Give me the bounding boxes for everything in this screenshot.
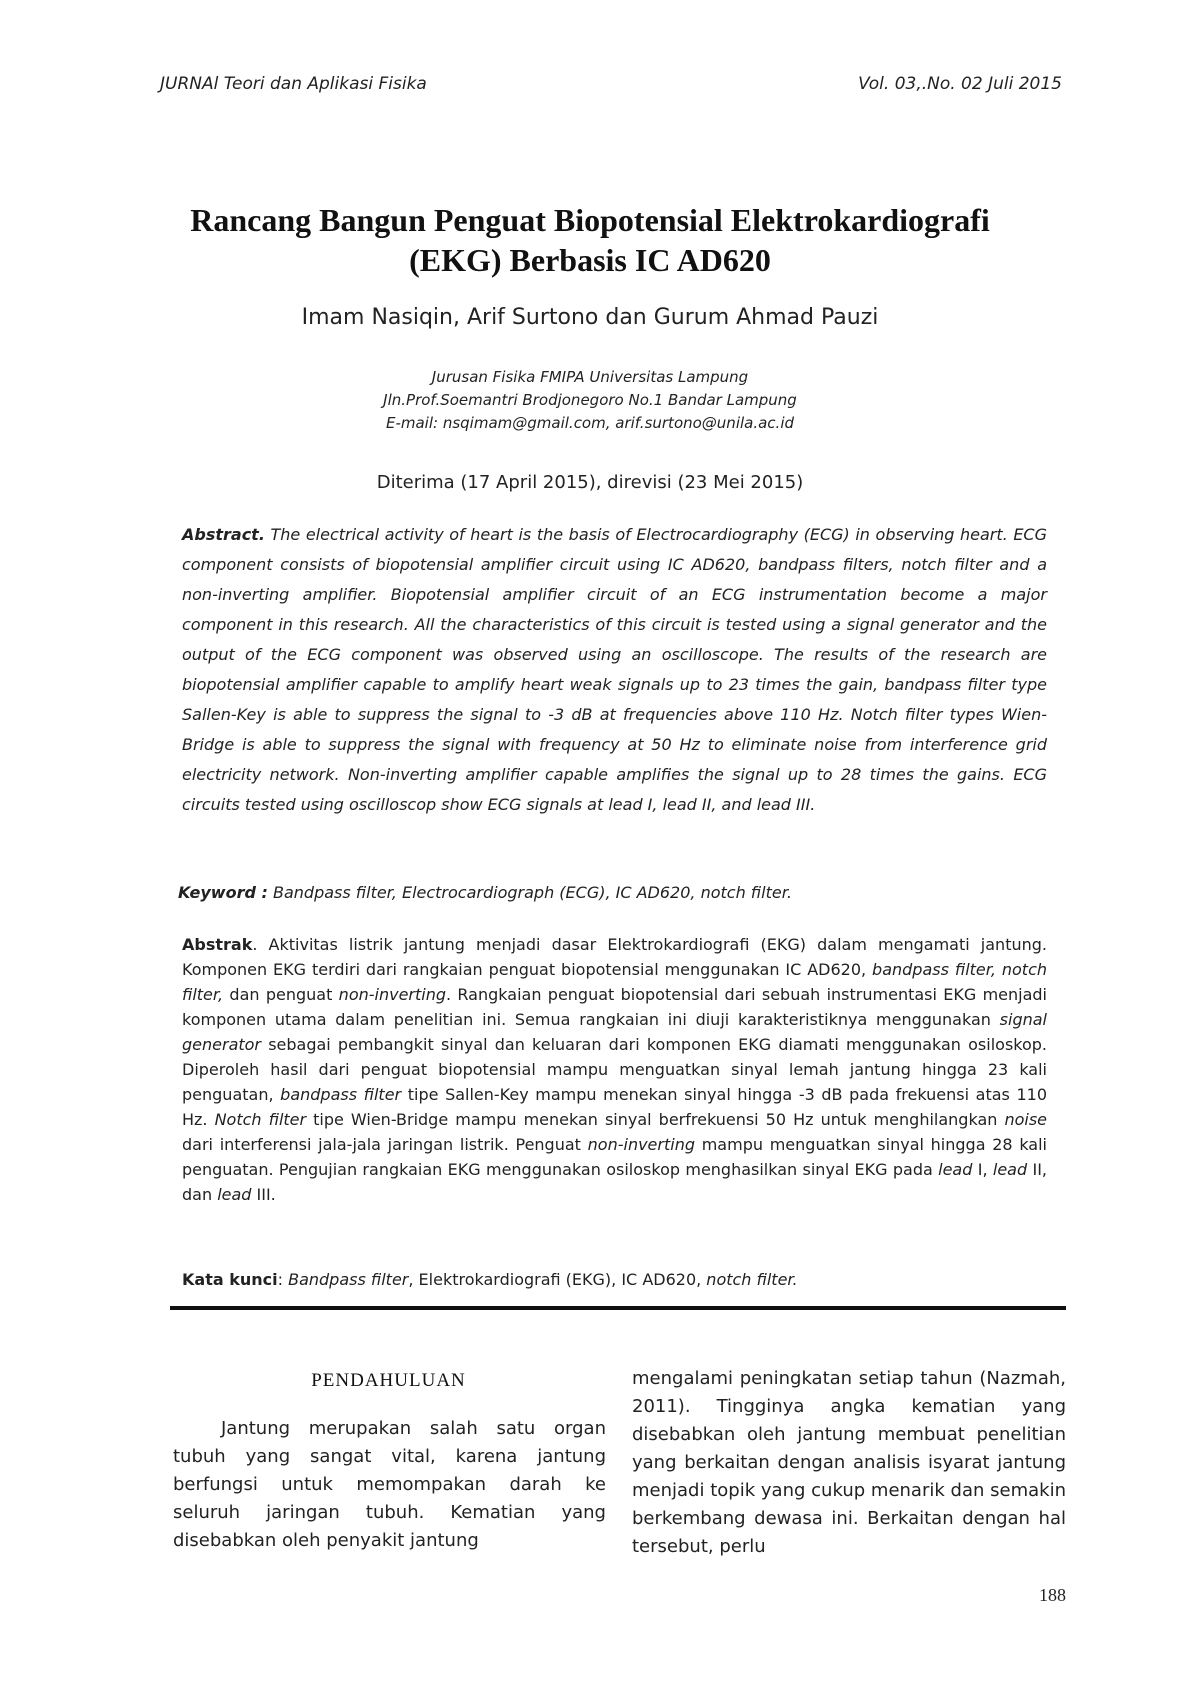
journal-volume: Vol. 03,.No. 02 Juli 2015 <box>858 74 1062 94</box>
received-dates: Diterima (17 April 2015), direvisi (23 Mei 2015) <box>376 472 804 493</box>
abstrak-text: dari interferensi jala-jala jaringan listrik. Penguat <box>182 1135 588 1154</box>
abstrak-text: tipe Wien-Bridge mampu menekan sinyal berfrekuensi 50 Hz untuk menghilangkan <box>306 1110 1005 1129</box>
abstrak-text: dan penguat <box>223 985 339 1004</box>
abstrak-italic-term: Notch filter <box>214 1110 307 1129</box>
abstrak-text: . Rangkaian penguat biopotensial dari sebuah instrumentasi EKG menjadi komponen utama dalam penelitian ini. Semua rangkaian ini diuji karakteristiknya menggunakan <box>182 985 1048 1029</box>
abstract-label: Abstract. <box>182 525 265 544</box>
title-line-2: (EKG) Berbasis IC AD620 <box>409 242 771 278</box>
journal-name: JURNAl Teori dan Aplikasi Fisika <box>160 74 427 94</box>
keyword-text: Bandpass filter, Electrocardiograph (ECG), IC AD620, notch filter. <box>272 883 792 902</box>
affiliation-dept: Jurusan Fisika FMIPA Universitas Lampung <box>431 368 749 386</box>
keyword-label: Keyword : <box>178 883 268 902</box>
kata-kunci-italic: notch filter. <box>706 1270 798 1289</box>
kata-kunci-italic: Bandpass filter <box>288 1270 409 1289</box>
keywords-indonesian <box>182 1270 1047 1289</box>
abstrak-label: Abstrak <box>182 935 253 954</box>
kata-kunci-sep: : <box>277 1270 289 1289</box>
authors: Imam Nasiqin, Arif Surtono dan Gurum Ahmad Pauzi <box>301 305 879 330</box>
abstrak-italic-term: noise <box>1004 1110 1048 1129</box>
abstrak-text: . Aktivitas listrik jantung menjadi dasar Elektrokardiografi (EKG) dalam mengamati jantung. Komponen EKG terdiri dari rangkaian penguat biopotensial menggunakan IC AD620, <box>182 935 1047 979</box>
abstrak-italic-term: non-inverting <box>587 1135 695 1154</box>
abstrak-italic-term: bandpass filter, notch filter, <box>182 960 1048 1004</box>
abstrak-italic-term: lead <box>217 1185 252 1204</box>
keywords-english <box>178 883 1048 902</box>
page-number: 188 <box>1039 1585 1066 1605</box>
abstract-english <box>182 520 1047 820</box>
abstrak-text: II, dan <box>182 1160 1048 1204</box>
abstrak-text: sebagai pembangkit sinyal dan keluaran dari komponen EKG diamati menggunakan osiloskop. Diperoleh hasil dari penguat biopotensial mampu menguatkan sinyal lemah jantung hingga 23 kali penguatan, <box>182 1035 1047 1104</box>
affiliation-email: E-mail: nsqimam@gmail.com, arif.surtono@unila.ac.id <box>385 414 795 432</box>
abstrak-text: I, <box>972 1160 993 1179</box>
kata-kunci-label: Kata kunci <box>182 1270 278 1289</box>
affiliation <box>150 366 1030 435</box>
abstrak-italic-term: bandpass filter <box>280 1085 402 1104</box>
section-heading: PENDAHULUAN <box>311 1370 466 1391</box>
abstrak-text: tipe Sallen-Key mampu menekan sinyal hingga -3 dB pada frekuensi atas 110 Hz. <box>182 1085 1047 1129</box>
abstrak-text: III. <box>251 1185 276 1204</box>
intro-left-column: Jantung merupakan salah satu organ tubuh yang sangat vital, karena jantung berfungsi untuk memompakan darah ke seluruh jaringan tubuh. Kematian yang disebabkan oleh penyakit jantung <box>173 1418 606 1551</box>
title-line-1: Rancang Bangun Penguat Biopotensial Elektrokardiografi <box>190 202 990 238</box>
abstrak-italic-term: non-inverting <box>338 985 447 1004</box>
affiliation-address: Jln.Prof.Soemantri Brodjonegoro No.1 Bandar Lampung <box>383 391 797 409</box>
abstract-text: The electrical activity of heart is the basis of Electrocardiography (ECG) in observing heart. ECG component consists of biopotensial amplifier circuit using IC AD620, bandpass filters, notch filter and a non-inverting amplifier. Biopotensial amplifier circuit of an ECG instrumentation become a major component in this research. All the characteristics of this circuit is tested using a signal generator and the output of the ECG component was observed using an oscilloscope. The results of the research are biopotensial amplifier capable to amplify heart weak signals up to 23 times the gain, bandpass filter type Sallen-Key is able to suppress the signal to -3 dB at frequencies above 110 Hz. Notch filter types Wien-Bridge is able to suppress the signal with frequency at 50 Hz to eliminate noise from interference grid electricity network. Non-inverting amplifier capable amplifies the signal up to 28 times the gains. ECG circuits tested using oscilloscop show ECG signals at lead I, lead II, and lead III. <box>182 525 1048 814</box>
abstrak-italic-term: lead <box>938 1160 973 1179</box>
paper-title <box>150 200 1030 280</box>
intro-right-column: mengalami peningkatan setiap tahun (Nazmah, 2011). Tingginya angka kematian yang disebabkan oleh jantung membuat penelitian yang berkaitan dengan analisis isyarat jantung menjadi topik yang cukup menarik dan semakin berkembang dewasa ini. Berkaitan dengan hal tersebut, perlu <box>632 1368 1066 1557</box>
section-divider <box>170 1306 1066 1310</box>
abstrak-italic-term: signal generator <box>182 1010 1047 1054</box>
abstrak-italic-term: lead <box>992 1160 1028 1179</box>
abstract-indonesian <box>182 932 1047 1207</box>
kata-kunci-text: , Elektrokardiografi (EKG), IC AD620, <box>408 1270 707 1289</box>
abstrak-text: mampu menguatkan sinyal hingga 28 kali penguatan. Pengujian rangkaian EKG menggunakan osiloskop menghasilkan sinyal EKG pada <box>182 1135 1047 1179</box>
